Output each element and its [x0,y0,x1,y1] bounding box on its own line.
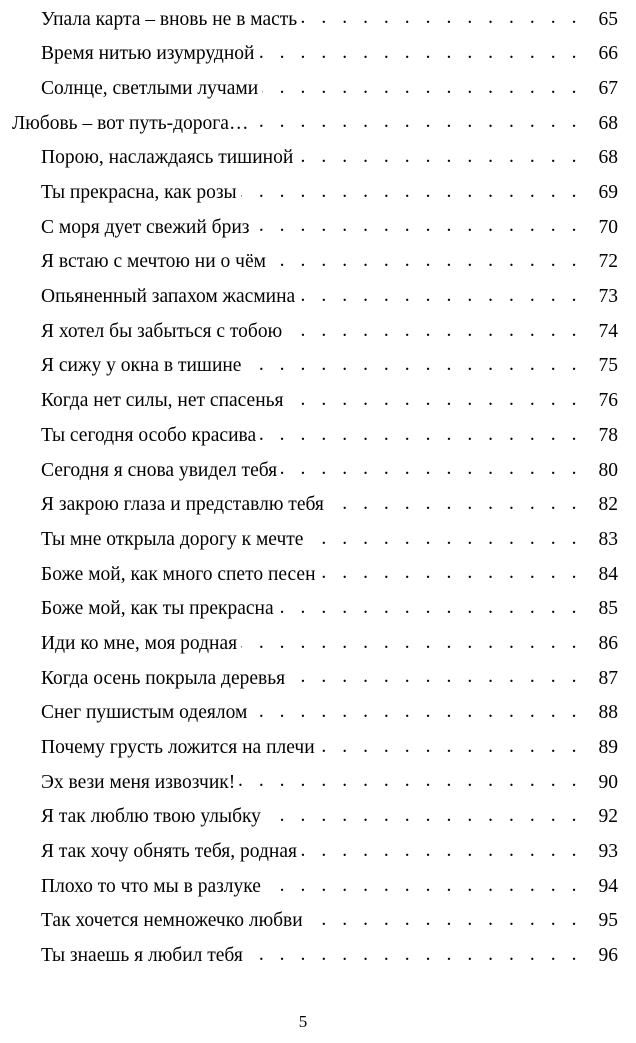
toc-entry-title: Я закрою глаза и представлю тебя [41,495,328,515]
toc-entry-title: Когда осень покрыла деревья [41,669,289,689]
toc-entry [0,314,636,349]
toc-entry-page: 88 [582,703,618,723]
toc-dot-leader [307,904,582,939]
toc-dot-leader [328,488,582,523]
toc-entry-page: 74 [582,322,618,342]
toc-dot-leader [289,661,582,696]
toc-entry-title: Иди ко мне, моя родная [41,634,241,654]
toc-entry [0,71,636,106]
toc-entry-page: 89 [582,738,618,758]
page-number: 5 [298,1012,308,1031]
toc-entry-title: Ты прекрасна, как розы [41,183,241,203]
toc-entry-page: 80 [582,461,618,481]
toc-entry [0,245,636,280]
toc-entry-title: Любовь – вот путь-дорога… [12,114,252,134]
toc-entry [0,592,636,627]
toc-dot-leader [265,800,582,835]
toc-entry-page: 90 [582,773,618,793]
toc-entry-title: Сегодня я снова увидел тебя [41,461,281,481]
toc-dot-leader [319,730,582,765]
toc-entry-page: 65 [582,10,618,30]
toc-entry-title: Я хотел бы забыться с тобою [41,322,286,342]
toc-entry-title: Плохо то что мы в разлуке [41,877,265,897]
toc-dot-leader [252,106,582,141]
toc-entry [0,661,636,696]
toc-dot-leader [241,175,582,210]
toc-entry-title: Я так люблю твою улыбку [41,807,265,827]
toc-entry [0,280,636,315]
toc-entry-page: 66 [582,44,618,64]
toc-entry [0,488,636,523]
toc-entry-title: Эх вези меня извозчик! [41,773,239,793]
toc-entry-title: Ты знаешь я любил тебя [41,946,247,966]
table-of-contents [0,2,636,973]
toc-dot-leader [239,765,582,800]
toc-dot-leader [265,869,582,904]
toc-entry-page: 84 [582,565,618,585]
toc-dot-leader [251,696,582,731]
toc-dot-leader [281,453,582,488]
toc-entry-page: 95 [582,911,618,931]
toc-entry-title: Когда нет силы, нет спасенья [41,391,288,411]
toc-entry [0,349,636,384]
toc-entry [0,175,636,210]
toc-entry [0,37,636,72]
toc-entry [0,696,636,731]
toc-entry-page: 85 [582,599,618,619]
toc-dot-leader [253,210,582,245]
toc-entry-page: 75 [582,356,618,376]
toc-dot-leader [299,280,582,315]
toc-entry-page: 94 [582,877,618,897]
toc-entry-page: 86 [582,634,618,654]
toc-entry [0,210,636,245]
toc-entry [0,557,636,592]
toc-entry-page: 73 [582,287,618,307]
toc-entry-title: Я так хочу обнять тебя, родная [41,842,301,862]
toc-entry-page: 68 [582,114,618,134]
toc-entry [0,626,636,661]
toc-dot-leader [278,592,582,627]
toc-entry [0,869,636,904]
toc-entry-title: Упала карта – вновь не в масть [41,10,301,30]
toc-entry-page: 76 [582,391,618,411]
toc-entry-page: 93 [582,842,618,862]
toc-entry-page: 83 [582,530,618,550]
toc-entry-page: 96 [582,946,618,966]
toc-dot-leader [288,384,582,419]
toc-entry-title: Опьяненный запахом жасмина [41,287,299,307]
toc-entry-page: 70 [582,218,618,238]
toc-entry [0,522,636,557]
toc-dot-leader [301,2,582,37]
toc-entry [0,2,636,37]
toc-dot-leader [301,835,582,870]
toc-entry-page: 82 [582,495,618,515]
toc-entry [0,939,636,974]
toc-entry-title: Почему грусть ложится на плечи [41,738,319,758]
toc-entry-title: Так хочется немножечко любви [41,911,307,931]
toc-entry-title: Время нитью изумрудной [41,44,258,64]
toc-entry [0,418,636,453]
toc-entry-title: Я сижу у окна в тишине [41,356,245,376]
toc-entry-title: Ты мне открыла дорогу к мечте [41,530,307,550]
toc-entry-title: С моря дует свежий бриз [41,218,253,238]
toc-entry [0,904,636,939]
toc-entry-page: 92 [582,807,618,827]
toc-dot-leader [245,349,582,384]
toc-entry-title: Боже мой, как ты прекрасна [41,599,278,619]
toc-entry-page: 72 [582,252,618,272]
toc-dot-leader [320,557,582,592]
toc-entry-title: Солнце, светлыми лучами [41,79,262,99]
toc-dot-leader [297,141,582,176]
toc-dot-leader [270,245,582,280]
toc-entry-page: 67 [582,79,618,99]
toc-entry-page: 68 [582,148,618,168]
toc-dot-leader [258,37,582,72]
toc-section-entry [0,106,636,141]
toc-entry-page: 87 [582,669,618,689]
toc-dot-leader [260,418,582,453]
toc-dot-leader [247,939,582,974]
toc-entry-page: 78 [582,426,618,446]
toc-entry-page: 69 [582,183,618,203]
toc-entry-title: Снег пушистым одеялом [41,703,251,723]
toc-entry [0,730,636,765]
toc-entry [0,141,636,176]
toc-dot-leader [262,71,582,106]
toc-entry-title: Порою, наслаждаясь тишиной [41,148,297,168]
toc-dot-leader [241,626,582,661]
toc-entry-title: Я встаю с мечтою ни о чём [41,252,270,272]
toc-dot-leader [286,314,582,349]
toc-entry-title: Боже мой, как много спето песен [41,565,320,585]
toc-entry [0,765,636,800]
toc-dot-leader [307,522,582,557]
toc-entry [0,835,636,870]
toc-entry [0,800,636,835]
toc-entry [0,384,636,419]
toc-entry [0,453,636,488]
toc-entry-title: Ты сегодня особо красива [41,426,260,446]
